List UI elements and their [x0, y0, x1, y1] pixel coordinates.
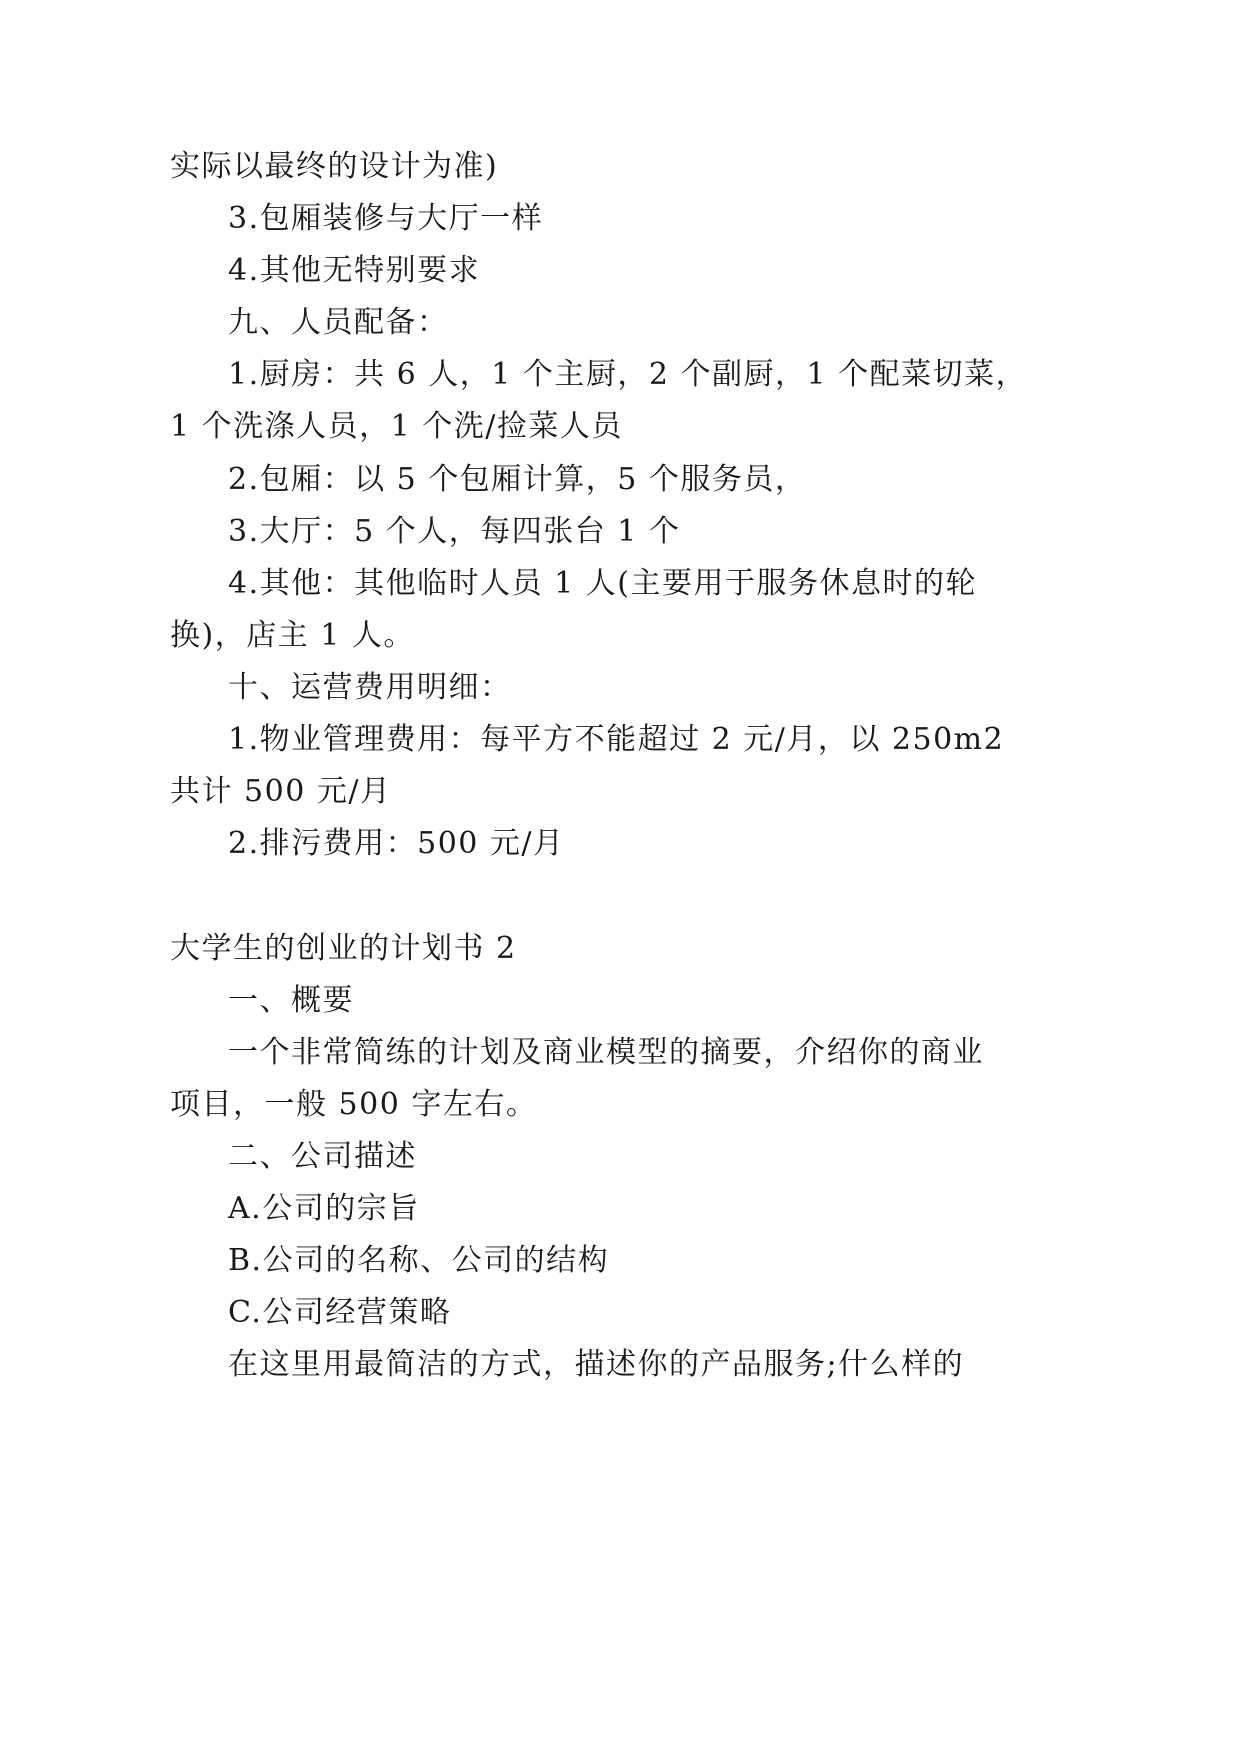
section-heading: 九、人员配备： [228, 305, 449, 340]
section-heading: 一、概要 [228, 983, 354, 1018]
text-line: 共计 500 元/月 [170, 774, 392, 809]
text-line: 3.大厅：5 个人，每四张台 1 个 [228, 514, 681, 549]
text-line: 3.包厢装修与大厅一样 [228, 201, 544, 236]
text-line: 4.其他：其他临时人员 1 人(主要用于服务休息时的轮 [228, 566, 977, 601]
text-line: 项目，一般 500 字左右。 [170, 1087, 538, 1122]
text-line: 4.其他无特别要求 [228, 253, 481, 288]
text-line: B.公司的名称、公司的结构 [228, 1243, 610, 1278]
text-line: C.公司经营策略 [228, 1295, 452, 1330]
text-line: 换)，店主 1 人。 [170, 618, 415, 653]
text-line: 2.包厢：以 5 个包厢计算，5 个服务员， [228, 462, 807, 497]
text-line: 1.物业管理费用：每平方不能超过 2 元/月，以 250m2 [228, 722, 1005, 757]
text-line: A.公司的宗旨 [228, 1191, 420, 1226]
text-line: 一个非常简练的计划及商业模型的摘要，介绍你的商业 [228, 1035, 984, 1070]
text-line: 实际以最终的设计为准) [170, 149, 499, 184]
text-line: 2.排污费用：500 元/月 [228, 826, 565, 861]
text-line: 在这里用最简洁的方式，描述你的产品服务;什么样的 [228, 1347, 965, 1382]
text-line: 1 个洗涤人员，1 个洗/捡菜人员 [170, 409, 623, 444]
section-heading: 二、公司描述 [228, 1139, 417, 1174]
section-heading: 十、运营费用明细： [228, 670, 512, 705]
text-line: 1.厨房：共 6 人，1 个主厨，2 个副厨，1 个配菜切菜， [228, 357, 1028, 392]
document-title: 大学生的创业的计划书 2 [170, 931, 517, 966]
